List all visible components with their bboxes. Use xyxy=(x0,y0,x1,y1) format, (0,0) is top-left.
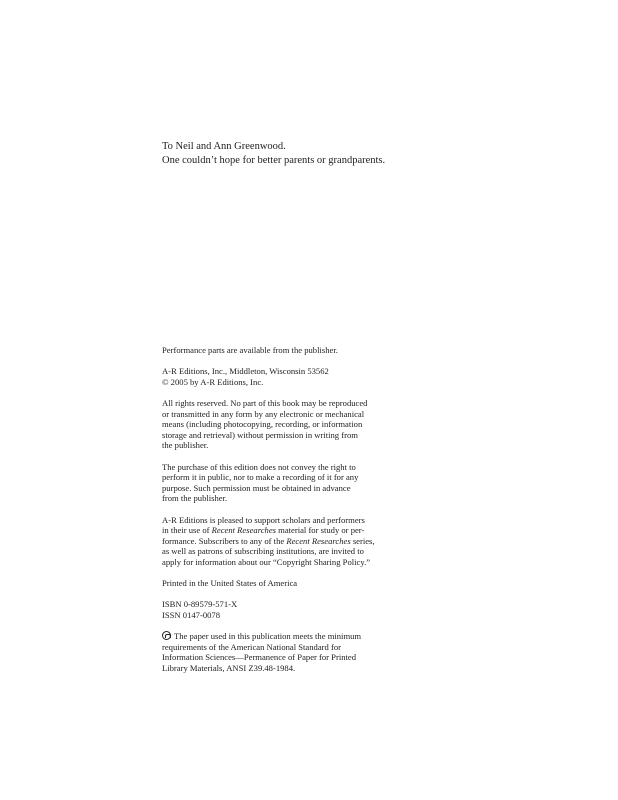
dedication xyxy=(162,140,482,168)
performance-rights: The purchase of this edition does not convey the right to perform it in public, nor to make a recording of it for any purpose. Such permission must be obtained in advance from the publisher. xyxy=(162,461,359,504)
recycled-paper-icon xyxy=(162,631,171,640)
rights-reserved: All rights reserved. No part of this book may be reproduced or transmitted in any form by any electronic or mechanical means (including photocopying, recording, or information storage and retrieval) without permission in writing from the publisher. xyxy=(162,397,368,451)
isbn-issn xyxy=(162,599,462,620)
performance-parts-note: Performance parts are available from the publisher. xyxy=(162,345,338,355)
publisher-address: A-R Editions, Inc., Middleton, Wisconsin 53562 xyxy=(162,366,329,377)
dedication-line: One couldn’t hope for better parents or grandparents. xyxy=(162,155,386,166)
issn: ISSN 0147-0078 xyxy=(162,609,221,620)
isbn: ISBN 0-89579-571-X xyxy=(162,599,238,610)
dedication-line: To Neil and Ann Greenwood. xyxy=(162,141,286,152)
printed-in: Printed in the United States of America xyxy=(162,578,298,589)
copyright-sharing-policy: A-R Editions is pleased to support scholars and performers in their use of Recent Researches material for study or per- formance. Subscribers to any of the Recent Researches series, as well as patrons of subscribing institutions, are invited to apply for information about our “Copyright Sharing Policy.” xyxy=(162,514,375,567)
copyright-block xyxy=(162,345,462,684)
paper-permanence-note: The paper used in this publication meets the minimum requirements of the American National Standard for Information Sciences—Permanence of Paper for Printed Library Materials, ANSI Z39.48-1984. xyxy=(162,631,362,673)
publisher-info xyxy=(162,366,462,387)
copyright-notice: © 2005 by A-R Editions, Inc. xyxy=(162,376,264,387)
